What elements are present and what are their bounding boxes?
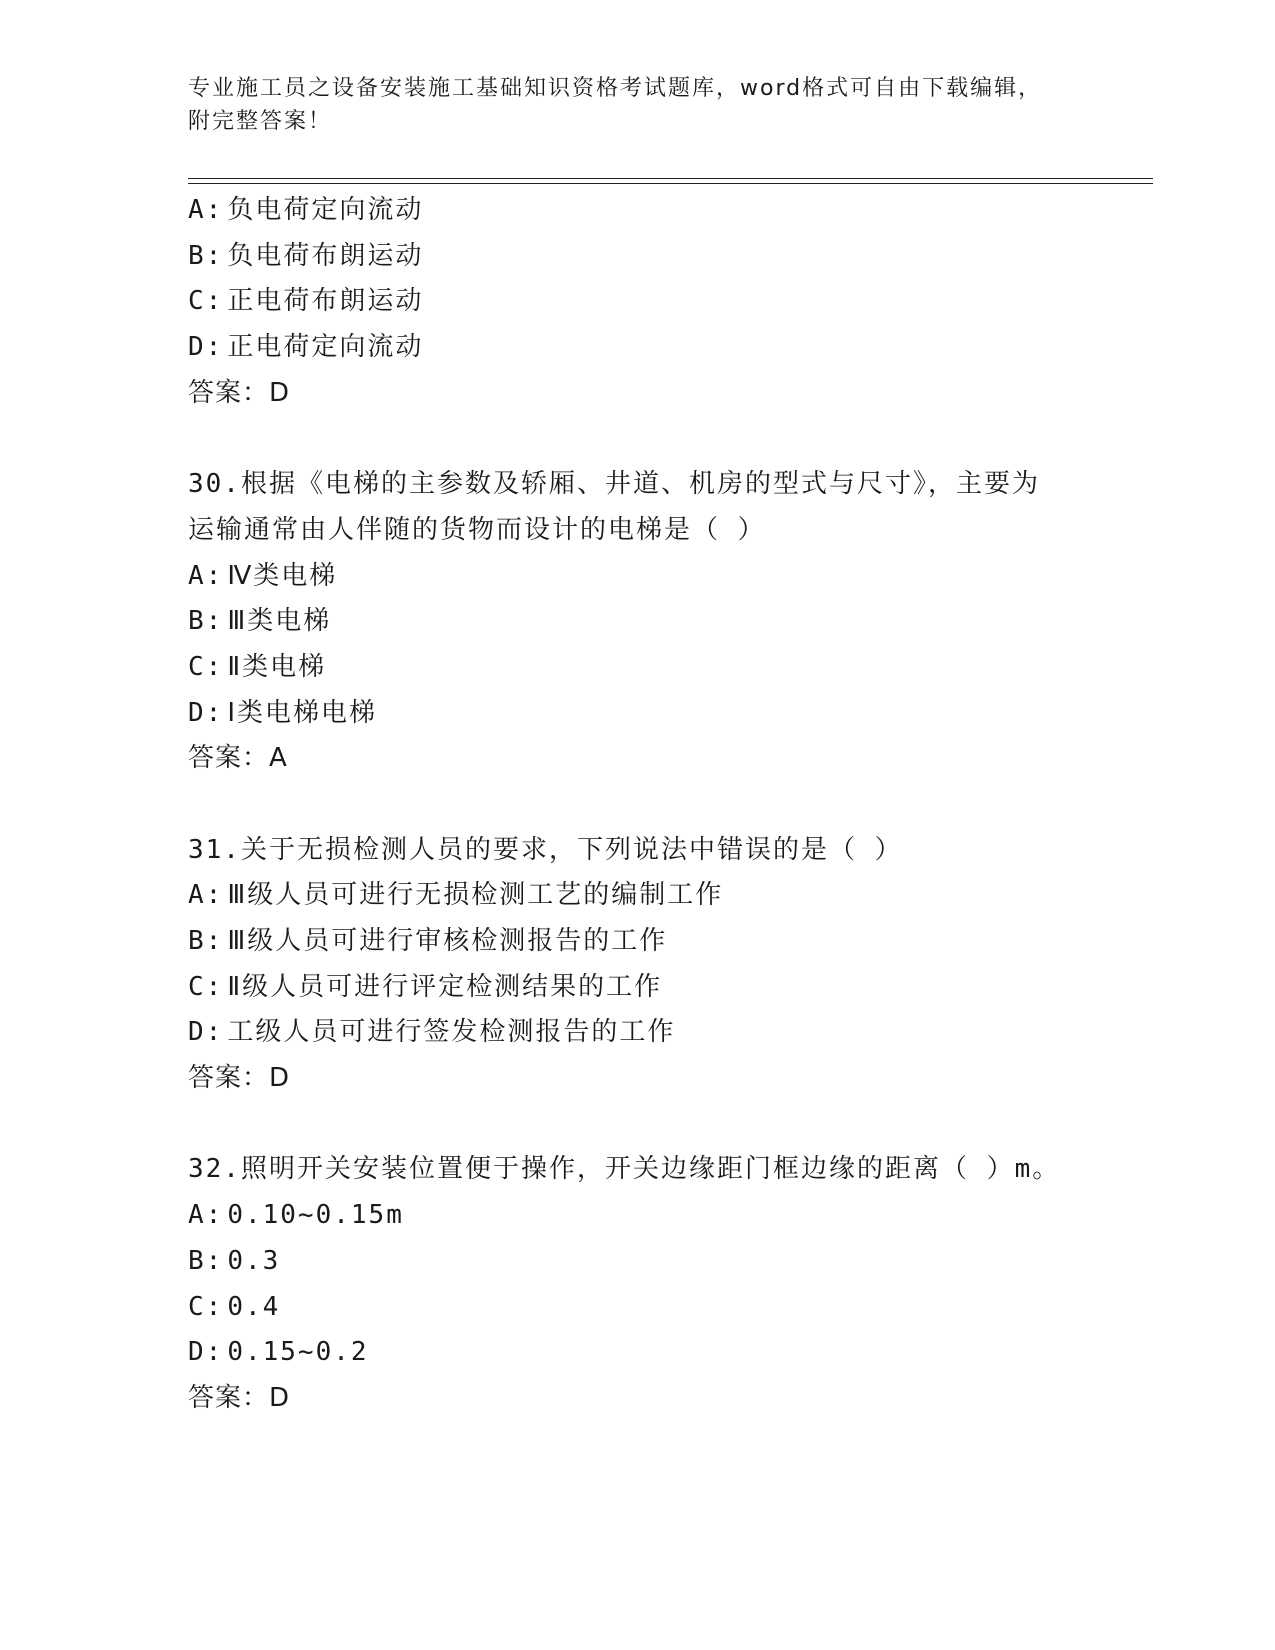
answer-line: 答案：A xyxy=(188,743,288,774)
option-text: 0.15~0.2 xyxy=(227,1337,369,1368)
option-label: D: xyxy=(188,1337,224,1368)
option-a xyxy=(188,554,1148,600)
option-label: C: xyxy=(188,1291,224,1322)
option-c xyxy=(188,1285,1148,1331)
option-label: C: xyxy=(188,286,224,317)
option-text: 正电荷定向流动 xyxy=(227,332,424,363)
option-label: C: xyxy=(188,971,224,1002)
option-a xyxy=(188,188,1148,234)
option-a xyxy=(188,1193,1148,1239)
document-header xyxy=(188,72,1088,138)
option-a xyxy=(188,873,1148,919)
option-label: C: xyxy=(188,651,224,682)
question-block xyxy=(188,188,1148,416)
question-text: 31.关于无损检测人员的要求，下列说法中错误的是（ ） xyxy=(188,834,903,865)
option-d xyxy=(188,1330,1148,1376)
block-spacer xyxy=(188,782,1148,828)
option-text: 0.3 xyxy=(227,1245,281,1276)
option-text: Ⅲ类电梯 xyxy=(227,606,332,637)
question-text: 32.照明开关安装位置便于操作，开关边缘距门框边缘的距离（ ）m。 xyxy=(188,1154,1061,1185)
option-b xyxy=(188,919,1148,965)
question-block xyxy=(188,462,1148,782)
answer-line: 答案：D xyxy=(188,1063,291,1094)
option-b xyxy=(188,234,1148,280)
option-label: A: xyxy=(188,195,224,225)
option-text: 负电荷布朗运动 xyxy=(227,240,424,271)
option-c xyxy=(188,645,1148,691)
option-label: D: xyxy=(188,332,224,363)
option-b xyxy=(188,599,1148,645)
option-label: D: xyxy=(188,1017,224,1048)
option-text: 负电荷定向流动 xyxy=(227,195,424,225)
header-divider-bottom xyxy=(188,183,1153,184)
option-label: A: xyxy=(188,880,224,911)
option-label: D: xyxy=(188,697,224,728)
option-c xyxy=(188,965,1148,1011)
option-label: B: xyxy=(188,926,224,956)
block-spacer xyxy=(188,1102,1148,1148)
option-text: 0.4 xyxy=(227,1291,281,1322)
option-text: Ⅲ级人员可进行审核检测报告的工作 xyxy=(227,926,668,956)
option-b xyxy=(188,1239,1148,1285)
option-label: A: xyxy=(188,1200,224,1231)
option-label: B: xyxy=(188,1245,224,1276)
question-list xyxy=(188,188,1148,1422)
answer-line: 答案：D xyxy=(188,1382,291,1413)
option-label: B: xyxy=(188,240,224,271)
option-label: B: xyxy=(188,606,224,637)
option-text: Ⅰ类电梯电梯 xyxy=(227,697,377,728)
option-text: 正电荷布朗运动 xyxy=(227,286,424,317)
header-divider-top xyxy=(188,178,1153,179)
answer-line: 答案：D xyxy=(188,377,291,408)
option-text: Ⅳ类电梯 xyxy=(227,560,338,591)
block-spacer xyxy=(188,416,1148,462)
option-d xyxy=(188,691,1148,737)
question-text: 运输通常由人伴随的货物而设计的电梯是（ ） xyxy=(188,514,766,545)
header-line-1: 专业施工员之设备安装施工基础知识资格考试题库，word格式可自由下载编辑， xyxy=(188,76,1043,101)
header-line-2: 附完整答案！ xyxy=(188,109,333,134)
option-text: 0.10~0.15m xyxy=(227,1200,404,1231)
option-label: A: xyxy=(188,560,224,591)
question-text: 30.根据《电梯的主参数及轿厢、井道、机房的型式与尺寸》，主要为 xyxy=(188,469,1040,500)
option-text: Ⅱ级人员可进行评定检测结果的工作 xyxy=(227,971,663,1002)
question-block xyxy=(188,828,1148,1102)
option-text: 工级人员可进行签发检测报告的工作 xyxy=(227,1017,676,1048)
option-c xyxy=(188,279,1148,325)
option-text: Ⅲ级人员可进行无损检测工艺的编制工作 xyxy=(227,880,724,911)
option-d xyxy=(188,325,1148,371)
option-text: Ⅱ类电梯 xyxy=(227,651,327,682)
question-block xyxy=(188,1147,1148,1421)
option-d xyxy=(188,1010,1148,1056)
